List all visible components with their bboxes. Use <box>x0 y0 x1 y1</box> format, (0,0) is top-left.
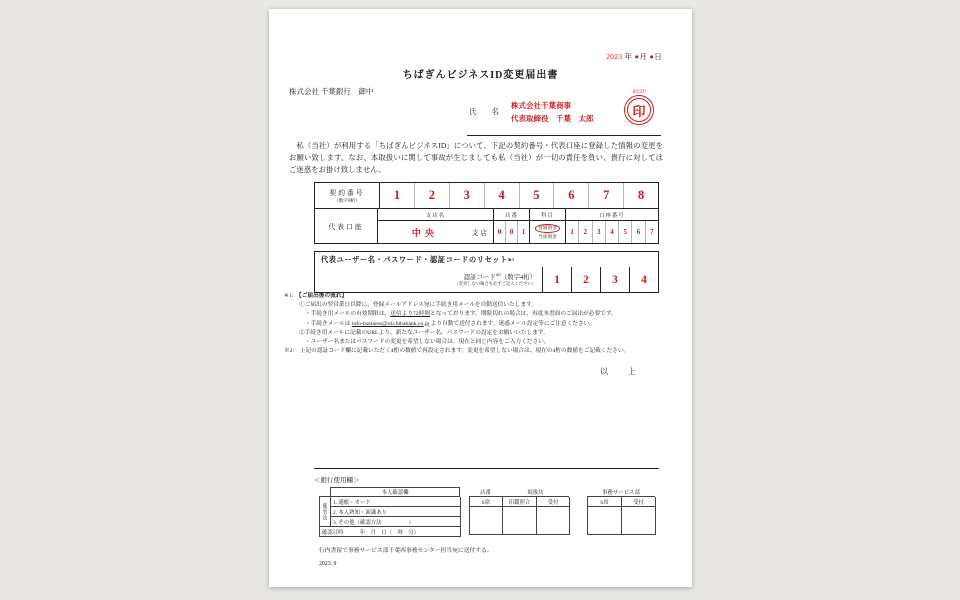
date-month-dot: ● <box>634 52 640 61</box>
contract-number-digits <box>380 183 658 208</box>
subject-selected-circled: 普通預金 <box>535 224 559 233</box>
auth-digit-cell: 3 <box>600 267 629 292</box>
date-month-unit: 月 <box>639 52 648 61</box>
account-digit-cell: 6 <box>631 221 644 243</box>
seal-label: 届出印 <box>632 89 646 94</box>
date-year: 2023 <box>606 52 623 61</box>
footnote-line: ・ユーザー名またはパスワードの変更を希望しない場合は、現在と同じ内容をご入力ください。 <box>305 339 550 346</box>
name-company: 株式会社千葉商事 <box>511 101 571 110</box>
account-number-header: 口座番号 <box>565 209 658 220</box>
contract-digit-cell: 8 <box>623 183 658 208</box>
account-digit-cell: 2 <box>578 221 591 243</box>
section-divider <box>314 468 659 469</box>
branch-col-seal-check: 印鑑照合 <box>503 497 537 507</box>
name-field <box>467 89 661 136</box>
seal-character: 印 <box>632 103 646 119</box>
addressee: 株式会社 千葉銀行 御中 <box>289 87 374 96</box>
auth-code-row <box>315 267 658 292</box>
handling-branch-box <box>469 487 569 535</box>
auth-code-subnote: （変更しない場合も必ずご記入ください） <box>454 281 536 287</box>
document-title: ちばぎんビジネスID変更届出書 <box>402 70 559 81</box>
identity-table-header: 本人確認欄 <box>330 487 460 496</box>
contract-digit-cell: 4 <box>484 183 519 208</box>
branch-name-header: 支店名 <box>425 212 446 219</box>
branch-col-reception: 受付 <box>537 497 570 507</box>
store-digit-cell: 0 <box>497 228 502 236</box>
footnote-line: ・手続き用メールの有効期限は、送信より72時間となっております。期限切れの場合は、再度本書面のご届出が必要です。 <box>305 311 617 318</box>
branch-name-cell <box>378 221 493 243</box>
auth-code-digits <box>542 267 658 292</box>
contract-digit-cell: 3 <box>449 183 484 208</box>
footnotes <box>284 292 666 356</box>
store-number-header: 店番 <box>493 209 529 220</box>
subject-cell <box>529 221 565 243</box>
subject-header: 科目 <box>529 209 565 220</box>
name-representative: 代表取締役 千葉 太郎 <box>511 114 594 123</box>
seal-stamp-icon <box>624 95 654 125</box>
contract-digit-cell: 7 <box>588 183 623 208</box>
note1-ref: ※1 <box>507 256 515 262</box>
contract-number-row <box>315 183 658 209</box>
bank-use-title: ＜銀行使用欄＞ <box>314 477 360 484</box>
auth-digit-cell: 1 <box>554 273 560 286</box>
subject-other-option: 当座預金 <box>538 233 557 239</box>
date-line <box>606 51 662 62</box>
footnote-line: ・手続きメールは info-business@id.chibabank.co.jp より自動で送付されます。迷惑メール設定等にご注意ください。 <box>305 320 596 327</box>
name-value <box>511 99 594 125</box>
date-day-unit: 日 <box>654 52 662 61</box>
auth-code-label: 認証コード$^{※2}$（数字4桁） （変更しない場合も必ずご記入ください） <box>454 272 536 287</box>
service-col-reception: 受付 <box>622 497 656 507</box>
contract-digit-cell: 1 <box>393 188 401 202</box>
branch-empty-cell <box>503 507 537 535</box>
account-number-cell <box>565 221 658 243</box>
verification-method-vertical-label: 確認方法 <box>320 497 331 527</box>
contract-digit-cell: 5 <box>519 183 554 208</box>
date-year-unit: 年 <box>624 52 633 61</box>
handling-branch-label: 取扱店 <box>527 489 544 496</box>
closing-mark: 以 上 <box>600 367 642 376</box>
account-digit-cell: 7 <box>645 221 658 243</box>
auth-digit-cell: 4 <box>629 267 658 292</box>
store-number-cell <box>493 221 529 243</box>
verification-option-3: 3. その他（確認方法 ） <box>331 517 461 527</box>
representative-account-row <box>315 209 658 243</box>
branch-name-value: 中央 <box>411 227 438 238</box>
declaration-paragraph: 私（当社）が利用する「ちばぎんビジネスID」について、下記の契約番号・代表口座に登録した情報の変更をお願い致します。なお、本取扱いに関して事故が生じましても私（当社）が一切の責任を負い、貴行に対してはご迷惑をお掛け致しません。 <box>289 141 663 174</box>
contract-account-table <box>314 182 659 244</box>
form-version: 2023. 9 <box>319 561 337 567</box>
auth-digit-cell: 2 <box>571 267 600 292</box>
branch-col-s-seat: S席 <box>470 497 503 507</box>
routing-note: 行内書留で事務サービス部千葉西事務センター担当宛に送付する。 <box>319 548 493 554</box>
store-digit-cell: 0 <box>505 221 517 243</box>
account-digit-cell: 1 <box>570 228 574 236</box>
store-number-label: 店番 <box>480 489 491 496</box>
account-digit-cell: 5 <box>618 221 631 243</box>
document-page <box>269 9 692 587</box>
verification-option-2: 2. 本人熟知・面識あり <box>331 507 461 517</box>
account-value-row <box>378 221 658 243</box>
account-digit-cell: 4 <box>605 221 618 243</box>
service-empty-cell <box>622 507 656 535</box>
account-header-row <box>378 209 658 221</box>
reset-section-title: 代表ユーザー名・パスワード・認証コードのリセット ※1 <box>321 255 515 264</box>
footnote-line: ①ご届出の翌営業日以降に、登録メールアドレス宛に手続き用メールを自動送信いたします。 <box>299 302 538 309</box>
store-digit-cell: 1 <box>517 221 529 243</box>
branch-suffix: 支店 <box>471 230 489 237</box>
footnote1-header: ※1: 【ご届出後の流れ】 <box>284 293 348 299</box>
representative-account-label: 代表口座 <box>315 209 378 243</box>
reset-section-box <box>314 251 659 293</box>
contact-email: info-business@id.chibabank.co.jp <box>351 320 430 327</box>
service-col-s-seat: S席 <box>588 497 622 507</box>
office-service-label: 事務サービス部 <box>602 489 640 496</box>
contract-number-label: 契約番号 （数字8桁） <box>315 183 380 208</box>
contract-digit-cell: 2 <box>414 183 449 208</box>
office-service-box <box>587 487 655 535</box>
date-day-dot: ● <box>649 52 655 61</box>
branch-empty-cell <box>537 507 570 535</box>
note2-ref: ※2 <box>495 272 501 277</box>
account-digit-cell: 3 <box>592 221 605 243</box>
account-details <box>378 209 658 243</box>
registered-seal <box>623 89 655 125</box>
verification-option-1: 1. 通帳・カード <box>331 497 461 507</box>
name-label: 氏 名 <box>469 107 499 116</box>
footnote2: ※2: 上記の認証コード欄に記載いただく4桁の数値で再設定されます。変更を希望しない場合は、現在の4桁の数値をご記載ください。 <box>284 348 630 355</box>
footnote-line: ②手続き用メールに記載のURLより、新たなユーザー名、パスワードの設定をお願いいたします。 <box>299 329 549 336</box>
branch-empty-cell <box>470 507 503 535</box>
verification-datetime-row: 確認日時 年 月 日（ 時 分） <box>320 527 461 537</box>
service-empty-cell <box>588 507 622 535</box>
contract-digit-cell: 6 <box>553 183 588 208</box>
